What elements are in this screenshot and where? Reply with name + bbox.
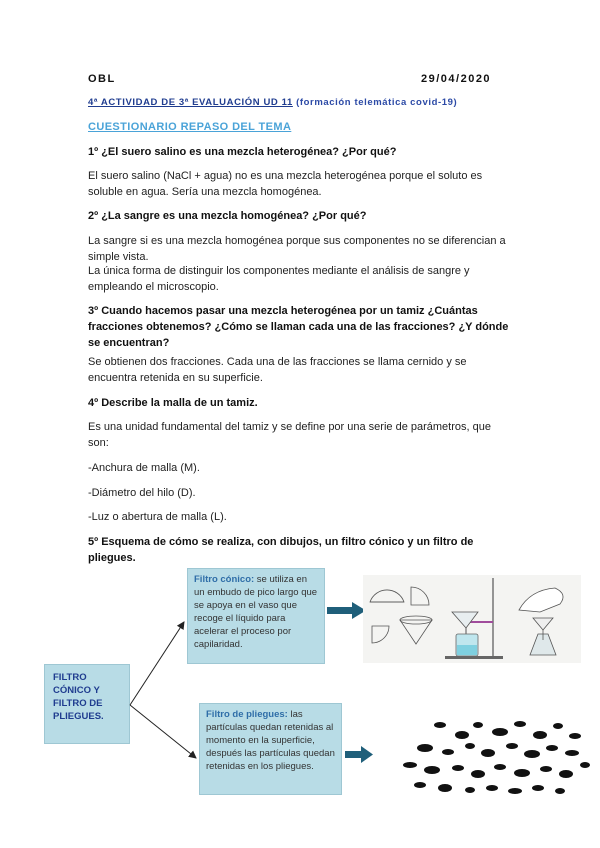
answer-4-intro: Es una unidad fundamental del tamiz y se define por una serie de parámetros, que son: [88, 421, 491, 449]
pleated-filter-particles [403, 721, 590, 794]
question-3: 3º Cuando hacemos pasar una mezcla heterogénea por un tamiz ¿Cuántas fracciones obtenemos? ¿Cómo se llaman cada una de las fracciones? ¿Y dónde se encuentran? [88, 305, 509, 349]
arrow-right-icon [327, 602, 366, 619]
section-title: CUESTIONARIO REPASO DEL TEMA [88, 121, 292, 133]
filters-label: FILTRO CÓNICO Y FILTRO DE PLIEGUES. [53, 672, 104, 722]
conical-filter-illustration [363, 575, 581, 663]
answer-4-item-3: -Luz o abertura de malla (L). [88, 511, 227, 523]
arrow-right-icon [345, 746, 373, 763]
conical-filter-text: se utiliza en un embudo de pico largo que se apoya en el vaso que recoge el líquido para acelerar el proceso por capilaridad. [194, 574, 318, 650]
answer-2-line-1: La sangre si es una mezcla homogénea porque sus componentes no se diferencian a simple vista. [88, 235, 506, 263]
pleated-filter-text: las partículas quedan retenidas al momento en la superficie, después las partículas quedan retenidas en los pliegues. [206, 709, 335, 772]
question-5: 5º Esquema de cómo se realiza, con dibujos, un filtro cónico y un filtro de pliegues. [88, 536, 474, 564]
question-2: 2º ¿La sangre es una mezcla homogénea? ¿Por qué? [88, 210, 367, 222]
answer-3: Se obtienen dos fracciones. Cada una de las fracciones se llama cernido y se encuentra retenida en su superficie. [88, 356, 467, 384]
pleated-filter-title: Filtro de pliegues: [206, 709, 288, 720]
connector-to-conical [130, 622, 184, 705]
connector-to-pleated [130, 705, 196, 758]
question-4: 4º Describe la malla de un tamiz. [88, 397, 258, 409]
activity-title: 4ª ACTIVIDAD DE 3ª EVALUACIÓN UD 11 [88, 97, 293, 108]
answer-2-line-2: La única forma de distinguir los componentes mediante el análisis de sangre y empleando el microscopio. [88, 265, 470, 293]
author-initials: OBL [88, 73, 116, 85]
telematic-note: (formación telemática covid-19) [296, 97, 458, 108]
answer-4-item-2: -Diámetro del hilo (D). [88, 487, 196, 499]
answer-1: El suero salino (NaCl + agua) no es una mezcla heterogénea porque el soluto es soluble en agua. Sería una mezcla homogénea. [88, 170, 483, 198]
activity-subtitle [88, 97, 457, 108]
answer-4-item-1: -Anchura de malla (M). [88, 462, 200, 474]
document-date: 29/04/2020 [421, 73, 492, 85]
filter-diagram [0, 560, 600, 848]
question-1: 1º ¿El suero salino es una mezcla heterogénea? ¿Por qué? [88, 146, 397, 158]
conical-filter-title: Filtro cónico: [194, 574, 255, 585]
